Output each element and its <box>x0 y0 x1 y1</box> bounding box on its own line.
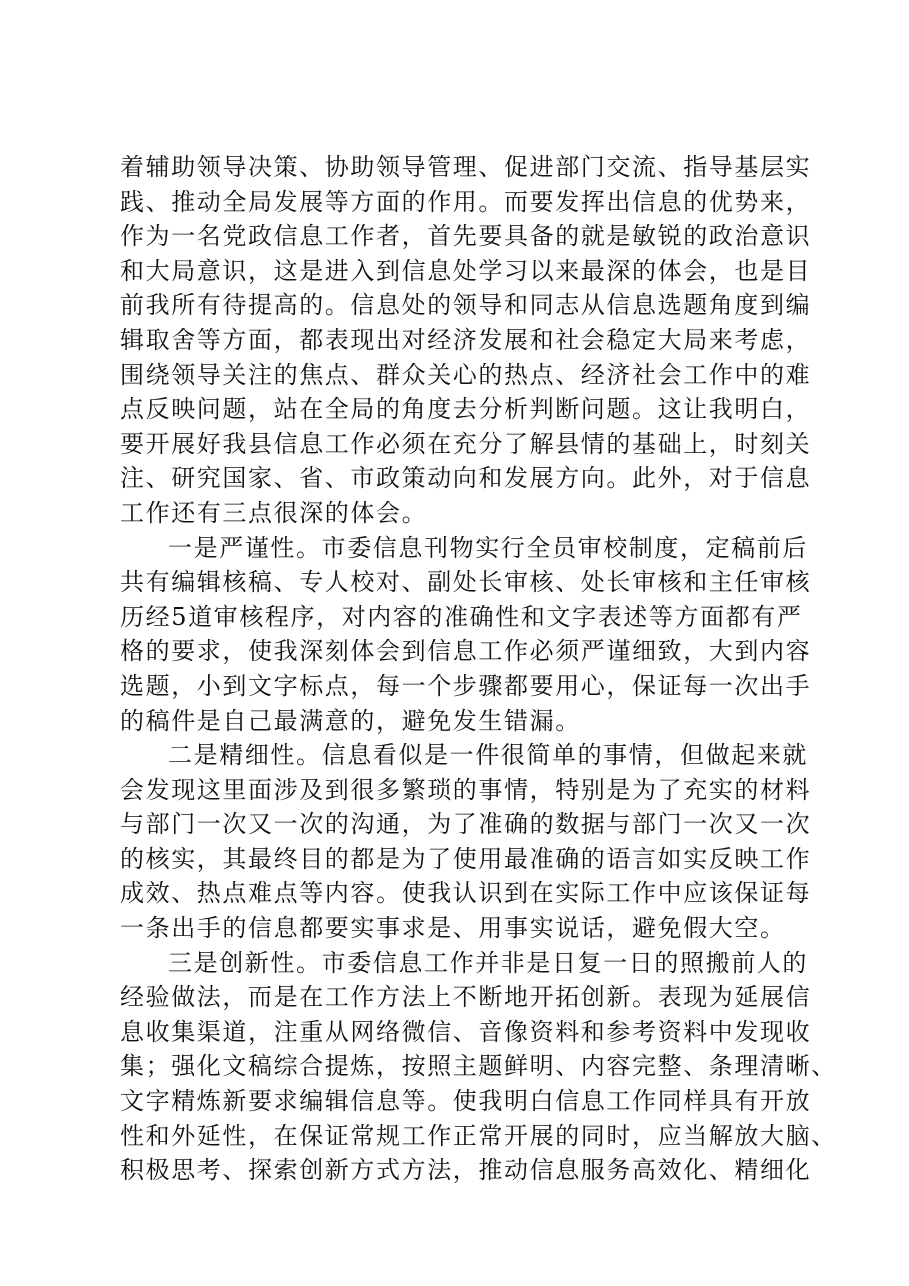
text-line: 和大局意识，这是进入到信息处学习以来最深的体会，也是目 <box>120 256 812 285</box>
text-line: 息收集渠道，注重从网络微信、音像资料和参考资料中发现收 <box>120 1017 812 1046</box>
text-line: 的稿件是自己最满意的，避免发生错漏。 <box>120 706 581 735</box>
text-line: 注、研究国家、省、市政策动向和发展方向。此外，对于信息 <box>120 464 812 493</box>
text-line: 点反映问题，站在全局的角度去分析判断问题。这让我明白， <box>120 395 812 424</box>
text-line: 工作还有三点很深的体会。 <box>120 498 428 527</box>
paragraph-innovation <box>120 946 837 1188</box>
text-line: 一条出手的信息都要实事求是、用事实说话，避免假大空。 <box>120 914 786 943</box>
text-line: 围绕领导关注的焦点、群众关心的热点、经济社会工作中的难 <box>120 360 812 389</box>
text-line: 前我所有待提高的。信息处的领导和同志从信息选题角度到编 <box>120 291 812 320</box>
text-line: 格的要求，使我深刻体会到信息工作必须严谨细致，大到内容 <box>120 637 812 666</box>
text-line: 历经5道审核程序，对内容的准确性和文字表述等方面都有严 <box>120 602 803 631</box>
text-line: 要开展好我县信息工作必须在充分了解县情的基础上，时刻关 <box>120 429 812 458</box>
text-line: 文字精炼新要求编辑信息等。使我明白信息工作同样具有开放 <box>120 1087 812 1116</box>
text-line: 集；强化文稿综合提炼，按照主题鲜明、内容完整、条理清晰、 <box>120 1052 837 1081</box>
text-line: 性和外延性，在保证常规工作正常开展的同时，应当解放大脑、 <box>120 1121 837 1150</box>
text-line: 共有编辑核稿、专人校对、副处长审核、处长审核和主任审核 <box>120 568 812 597</box>
paragraph-precision <box>120 738 812 946</box>
text-line: 践、推动全局发展等方面的作用。而要发挥出信息的优势来， <box>120 187 812 216</box>
text-line: 与部门一次又一次的沟通，为了准确的数据与部门一次又一次 <box>120 810 812 839</box>
text-line: 着辅助领导决策、协助领导管理、促进部门交流、指导基层实 <box>120 153 812 181</box>
document-body <box>120 150 837 1188</box>
text-line: 辑取舍等方面，都表现出对经济发展和社会稳定大局来考虑， <box>120 325 812 354</box>
text-line: 积极思考、探索创新方式方法，推动信息服务高效化、精细化 <box>120 1156 812 1185</box>
text-line: 作为一名党政信息工作者，首先要具备的就是敏锐的政治意识 <box>120 222 812 251</box>
paragraph-intro <box>120 150 812 531</box>
text-line: 会发现这里面涉及到很多繁琐的事情，特别是为了充实的材料 <box>120 775 812 804</box>
paragraph-rigor <box>120 531 812 739</box>
text-line: 经验做法，而是在工作方法上不断地开拓创新。表现为延展信 <box>120 983 812 1012</box>
text-line: 二是精细性。信息看似是一件很简单的事情，但做起来就 <box>168 741 808 770</box>
text-line: 三是创新性。市委信息工作并非是日复一日的照搬前人的 <box>168 948 808 977</box>
text-line: 成效、热点难点等内容。使我认识到在实际工作中应该保证每 <box>120 879 812 908</box>
text-line: 的核实，其最终目的都是为了使用最准确的语言如实反映工作 <box>120 844 812 873</box>
text-line: 一是严谨性。市委信息刊物实行全员审校制度，定稿前后 <box>168 533 808 562</box>
text-line: 选题，小到文字标点，每一个步骤都要用心，保证每一次出手 <box>120 671 812 700</box>
